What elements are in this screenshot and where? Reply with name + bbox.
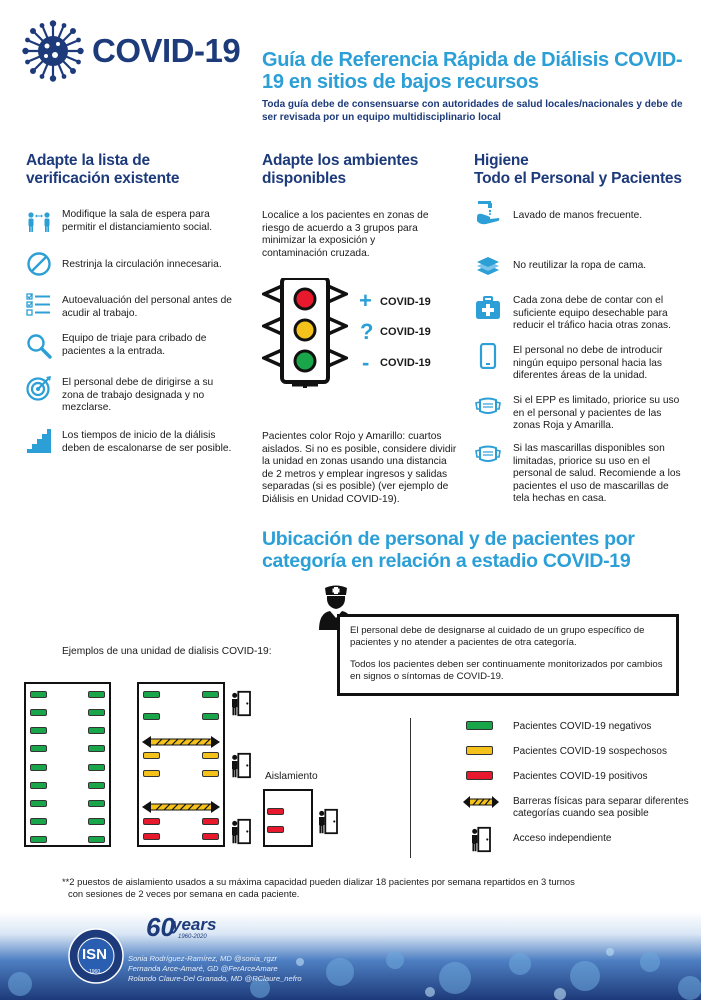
col3-item-4: El personal no debe de introducir ningún equipo personal hacia las diferentes áreas de la unidad. (513, 345, 663, 381)
people-distance-icon (26, 208, 52, 234)
legend-label-barrier (513, 796, 689, 820)
dialysis-chair-g (30, 691, 47, 698)
dialysis-chair-g (30, 782, 47, 789)
legend-swatch-red (466, 771, 493, 780)
dialysis-chair-g (88, 764, 105, 771)
positive-sign: + (359, 288, 372, 313)
no-entry-icon (26, 251, 52, 277)
col2-heading-line1: Adapte los ambientes (262, 152, 419, 169)
door-icon (470, 826, 492, 858)
col3-item-2: No reutilizar la ropa de cama. (513, 260, 647, 271)
sixty-years-word: years (172, 915, 217, 934)
col2-heading-line2: disponibles (262, 170, 346, 187)
dialysis-chair-g (30, 800, 47, 807)
isolation-bed-red (267, 826, 284, 833)
dialysis-chair-g (88, 836, 105, 843)
isn-logo-text: ISN (82, 946, 108, 963)
dialysis-chair-g (202, 713, 219, 720)
door-icon (230, 752, 252, 784)
col1-heading-line2: verificación existente (26, 170, 180, 187)
col1-item-4: Equipo de triaje para cribado de pacientes a la entrada. (62, 333, 207, 357)
legend-swatch-yellow (466, 746, 493, 755)
legend-swatch-green (466, 721, 493, 730)
staff-assignment-box (337, 614, 679, 696)
col1-item-2: Restrinja la circulación innecesaria. (62, 259, 222, 270)
dialysis-chair-y (143, 752, 160, 759)
credit-2: Fernanda Arce-Amaré, GD @FerArceAmare (128, 964, 278, 973)
col3-heading-line2: Todo el Personal y Pacientes (474, 170, 682, 187)
page-subtitle: Toda guía debe de consensuarse con autoridades de salud locales/nacionales y debe de ser revisada por un equipo multidisciplinario local (262, 99, 683, 123)
negative-sign: - (362, 350, 370, 375)
first-aid-kit-icon (475, 295, 501, 321)
examples-label: Ejemplos de una unidad de dialisis COVID-19: (62, 646, 272, 657)
col3-item-1: Lavado de manos frecuente. (513, 210, 643, 221)
phone-icon (475, 343, 501, 369)
legend-label-positive: Pacientes COVID-19 positivos (513, 771, 648, 782)
target-icon (26, 375, 52, 401)
mask-icon (475, 393, 501, 419)
dialysis-chair-g (30, 836, 47, 843)
dialysis-chair-g (88, 745, 105, 752)
sixty-years-range: 1960-2020 (178, 934, 207, 940)
legend-label-suspect: Pacientes COVID-19 sospechosos (513, 746, 667, 757)
sixty-years-number: 60 (146, 912, 175, 942)
suspect-label: COVID-19 (380, 326, 431, 338)
handwash-icon (475, 200, 501, 226)
dialysis-chair-g (30, 709, 47, 716)
staff-box-text-1: El personal debe de designarse al cuidado de un grupo específico de pacientes y no atender a pacientes de otra categoría. (350, 625, 645, 648)
col1-heading (26, 152, 246, 188)
dialysis-chair-g (30, 727, 47, 734)
footnote-line2: con sesiones de 2 veces por semana en cada paciente. (68, 888, 300, 899)
positive-label: COVID-19 (380, 296, 431, 308)
dialysis-chair-y (202, 770, 219, 777)
col3-heading-line1: Higiene (474, 152, 529, 169)
legend-barrier-line1: Barreras físicas para separar diferentes (513, 796, 689, 807)
col1-item-3: Autoevaluación del personal antes de acudir al trabajo. (62, 295, 232, 319)
footnote-line1: **2 puestos de aislamiento usados a su máxima capacidad pueden dializar 18 pacientes por semana repartidos en 3 turnos (62, 876, 575, 887)
dialysis-chair-g (88, 782, 105, 789)
legend-label-access: Acceso independiente (513, 833, 612, 844)
col3-item-6: Si las mascarillas disponibles son limitadas, priorice su uso en el personal de salud. Recomiende a los pacientes el uso de mascarillas de tela hechas en casa. (513, 443, 681, 504)
checklist-icon (26, 292, 52, 318)
dialysis-chair-g (30, 764, 47, 771)
dialysis-chair-g (30, 745, 47, 752)
col3-item-3: Cada zona debe de contar con el suficiente equipo desechable para reducir el tráfico hacia otras zonas. (513, 295, 671, 331)
dialysis-chair-r (143, 833, 160, 840)
col1-item-5: El personal debe de dirigirse a su zona de trabajo designada y no mezclarse. (62, 377, 214, 413)
mask-icon (475, 441, 501, 467)
magnifier-icon (26, 333, 52, 359)
door-icon (230, 690, 252, 722)
legend-barrier-line2: categorías cuando sea posible (513, 808, 649, 819)
section2-title: Ubicación de personal y de pacientes por categoría en relación a estadio COVID-19 (262, 528, 635, 572)
credit-1: Sonia Rodríguez-Ramírez, MD @sonia_rgzr (128, 954, 278, 963)
dialysis-chair-g (88, 800, 105, 807)
dialysis-chair-y (202, 752, 219, 759)
logo-text: COVID-19 (92, 32, 241, 69)
dialysis-chair-g (88, 691, 105, 698)
dialysis-chair-g (143, 691, 160, 698)
barrier-arrow-icon (142, 800, 220, 812)
isolation-bed-red (267, 808, 284, 815)
dialysis-chair-g (143, 713, 160, 720)
col2-note: Pacientes color Rojo y Amarillo: cuartos aislados. Si no es posible, considere dividir la unidad en zonas usando una distancia de 2 metros y emplear ingresos y salidas separadas (si es posible) (ver ejemplo de Diálisis en Unidad COVID-19). (262, 431, 457, 505)
door-icon (230, 818, 252, 850)
covid-virus-logo-icon (22, 20, 84, 82)
dialysis-chair-g (202, 691, 219, 698)
dialysis-chair-g (30, 818, 47, 825)
barrier-arrow-icon (142, 735, 220, 747)
isolation-room-diagram (263, 789, 313, 847)
col1-heading-line1: Adapte la lista de (26, 152, 150, 169)
col1-item-6: Los tiempos de inicio de la diálisis deben de escalonarse de ser posible. (62, 430, 232, 454)
legend-divider (410, 718, 411, 858)
barrier-arrow-icon (463, 795, 499, 807)
traffic-light-icon (262, 278, 348, 388)
isolation-label: Aislamiento (265, 771, 318, 782)
legend-label-negative: Pacientes COVID-19 negativos (513, 721, 652, 732)
dialysis-chair-g (88, 818, 105, 825)
dialysis-chair-r (143, 818, 160, 825)
door-icon (317, 808, 339, 840)
bedding-icon (475, 252, 501, 278)
dialysis-chair-r (202, 833, 219, 840)
col3-item-5: Si el EPP es limitado, priorice su uso en el personal y pacientes de las zonas Roja y Amarilla. (513, 395, 680, 431)
credit-3: Rolando Claure-Del Granado, MD @RClaure_nefro (128, 974, 302, 983)
page-title: Guía de Referencia Rápida de Diálisis COVID-19 en sitios de bajos recursos (262, 49, 683, 93)
col2-intro: Localice a los pacientes en zonas de riesgo de acuerdo a 3 grupos para minimizar la exposición y contaminación cruzada. (262, 210, 429, 259)
suspect-sign: ? (360, 319, 374, 344)
col2-heading (262, 152, 462, 188)
dialysis-chair-g (88, 727, 105, 734)
footnote (62, 876, 662, 900)
staff-box-text-2: Todos los pacientes deben ser continuamente monitorizados por cambios en signos o síntomas de COVID-19. (350, 659, 663, 682)
stairs-icon (26, 428, 52, 454)
col3-heading (474, 152, 694, 188)
dialysis-chair-g (88, 709, 105, 716)
col1-item-1: Modifique la sala de espera para permitir el distanciamiento social. (62, 209, 213, 233)
isn-logo-year: 1960 (89, 969, 101, 975)
negative-label: COVID-19 (380, 357, 431, 369)
dialysis-chair-y (143, 770, 160, 777)
dialysis-chair-r (202, 818, 219, 825)
